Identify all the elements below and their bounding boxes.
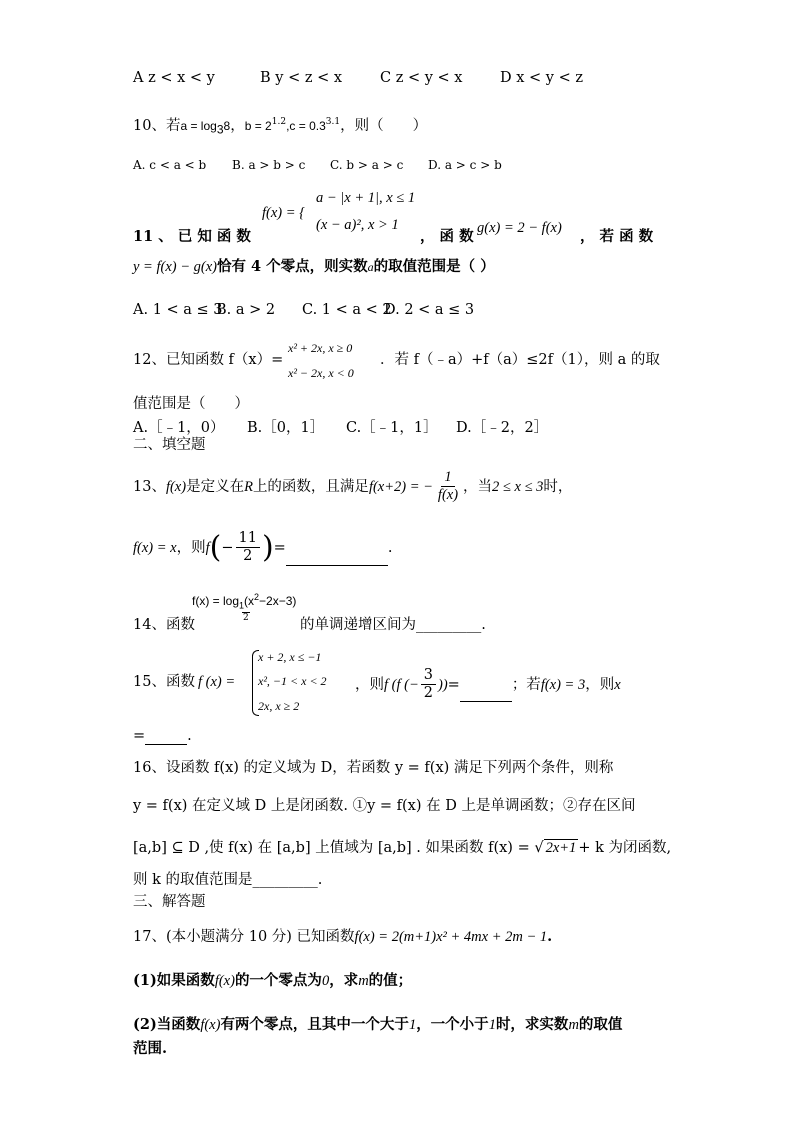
q12-tail: ．若 f（﹣a）+f（a）≤2f（1），则 a 的取 xyxy=(380,352,660,368)
q13-line2: f(x) = x，则f(− $\frac{11}{2}$ )= . xyxy=(133,529,393,565)
q10-stem: 10、若$a = \log_38$，$b = 2^{1.2},c = 0.3^{3.1}$，则（ ） xyxy=(133,117,428,137)
q17-head: 17、(本小题满分 10 分) 已知函数f(x) = 2(m+1)x² + 4mx + 2m − 1. xyxy=(133,928,553,945)
q11-line2: y = f(x) − g(x)恰有 4 个零点，则实数a的取值范围是（ ） xyxy=(133,258,495,275)
q17-part2-line2: 范围. xyxy=(133,1040,168,1057)
q11-option-d: D. 2 < a ≤ 3 xyxy=(384,302,475,318)
q13-line1: 13、f(x)是定义在R上的函数，且满足f(x+2) = − $\frac{1}{f(x)}$ ，当2 ≤ x ≤ 3时， xyxy=(133,469,573,503)
q12-option-d: D.［﹣2，2］ xyxy=(456,420,549,436)
section-answer-heading: 三、解答题 xyxy=(133,894,206,910)
q14-formula: $f(x) = \log_1(x^2-2x-3)$ xyxy=(192,592,297,611)
q11-line1-b: ， 函 数 xyxy=(420,228,474,245)
q15-case2: x², −1 < x < 2 xyxy=(258,674,327,688)
q9-option-b: B y < z < x xyxy=(260,70,343,86)
q12-head: 12、已知函数 f（x）= xyxy=(133,352,284,368)
q12-line2: 值范围是（ ） xyxy=(133,396,249,412)
q16-line3: [a,b] ⊆ D ,使 f(x) 在 [a,b] 上值域为 [a,b] . 如果函数 f(x) = √ 2x+1 + k 为闭函数, xyxy=(133,840,672,856)
q15-case3: 2x, x ≥ 2 xyxy=(258,699,300,713)
q15-label: 15、函数 xyxy=(133,674,195,690)
q15-line2: = . xyxy=(133,728,192,744)
q11-case1: a − |x + 1|, x ≤ 1 xyxy=(316,190,416,206)
q12-option-b: B.［0，1］ xyxy=(247,420,325,436)
q11-line1-c: ， 若 函 数 xyxy=(580,228,654,245)
q9-option-d: D x < y < z xyxy=(500,70,583,86)
q11-gx: g(x) = 2 − f(x) xyxy=(477,220,562,236)
q12-case1: x² + 2x, x ≥ 0 xyxy=(288,341,353,355)
q12-option-c: C.［﹣1，1］ xyxy=(346,420,438,436)
q10-option-b: B. a > b > c xyxy=(232,158,306,172)
q16-line1: 16、设函数 f(x) 的定义域为 D，若函数 y = f(x) 满足下列两个条件，则称 xyxy=(133,760,614,776)
q11-option-a: A. 1 < a ≤ 3 xyxy=(133,302,223,318)
q11-case2: (x − a)², x > 1 xyxy=(316,217,399,233)
q10-option-d: D. a > c > b xyxy=(428,158,502,172)
q10-option-c: C. b > a > c xyxy=(330,158,404,172)
q14-formula-denominator: 2 xyxy=(243,613,249,623)
q11-fx-label: f(x) = { xyxy=(262,205,305,221)
q15-case1: x + 2, x ≤ −1 xyxy=(258,650,322,664)
q12-option-a: A.［﹣1，0） xyxy=(133,420,225,436)
q16-line4: 则 k 的取值范围是_________. xyxy=(133,872,323,888)
q14-tail: 的单调递增区间为_________. xyxy=(300,617,486,633)
q11-option-c: C. 1 < a < 2 xyxy=(302,302,392,318)
section-fill-in-heading: 二、填空题 xyxy=(133,437,206,453)
q17-part2: (2)当函数f(x)有两个零点，且其中一个大于1，一个小于1时，求实数m的取值 xyxy=(133,1016,623,1033)
q11-option-b: B. a > 2 xyxy=(216,302,276,318)
q17-part1: (1)如果函数f(x)的一个零点为0，求m的值； xyxy=(133,972,413,989)
q14-label: 14、函数 xyxy=(133,617,195,633)
q12-case2: x² − 2x, x < 0 xyxy=(288,366,354,380)
q15-fx: f (x) = xyxy=(198,674,236,690)
q11-line1-a: 11 、 已 知 函 数 xyxy=(133,228,251,245)
q16-line2: y = f(x) 在定义域 D 上是闭函数. ①y = f(x) 在 D 上是单调函数；②存在区间 xyxy=(133,798,636,814)
q9-option-c: C z < y < x xyxy=(380,70,463,86)
q15-question: ，则f (f (− $\frac{3}{2}$ ))= ；若f(x) = 3，则x xyxy=(355,667,621,701)
q10-option-a: A. c < a < b xyxy=(133,158,207,172)
q9-option-a: A z < x < y xyxy=(133,70,215,86)
